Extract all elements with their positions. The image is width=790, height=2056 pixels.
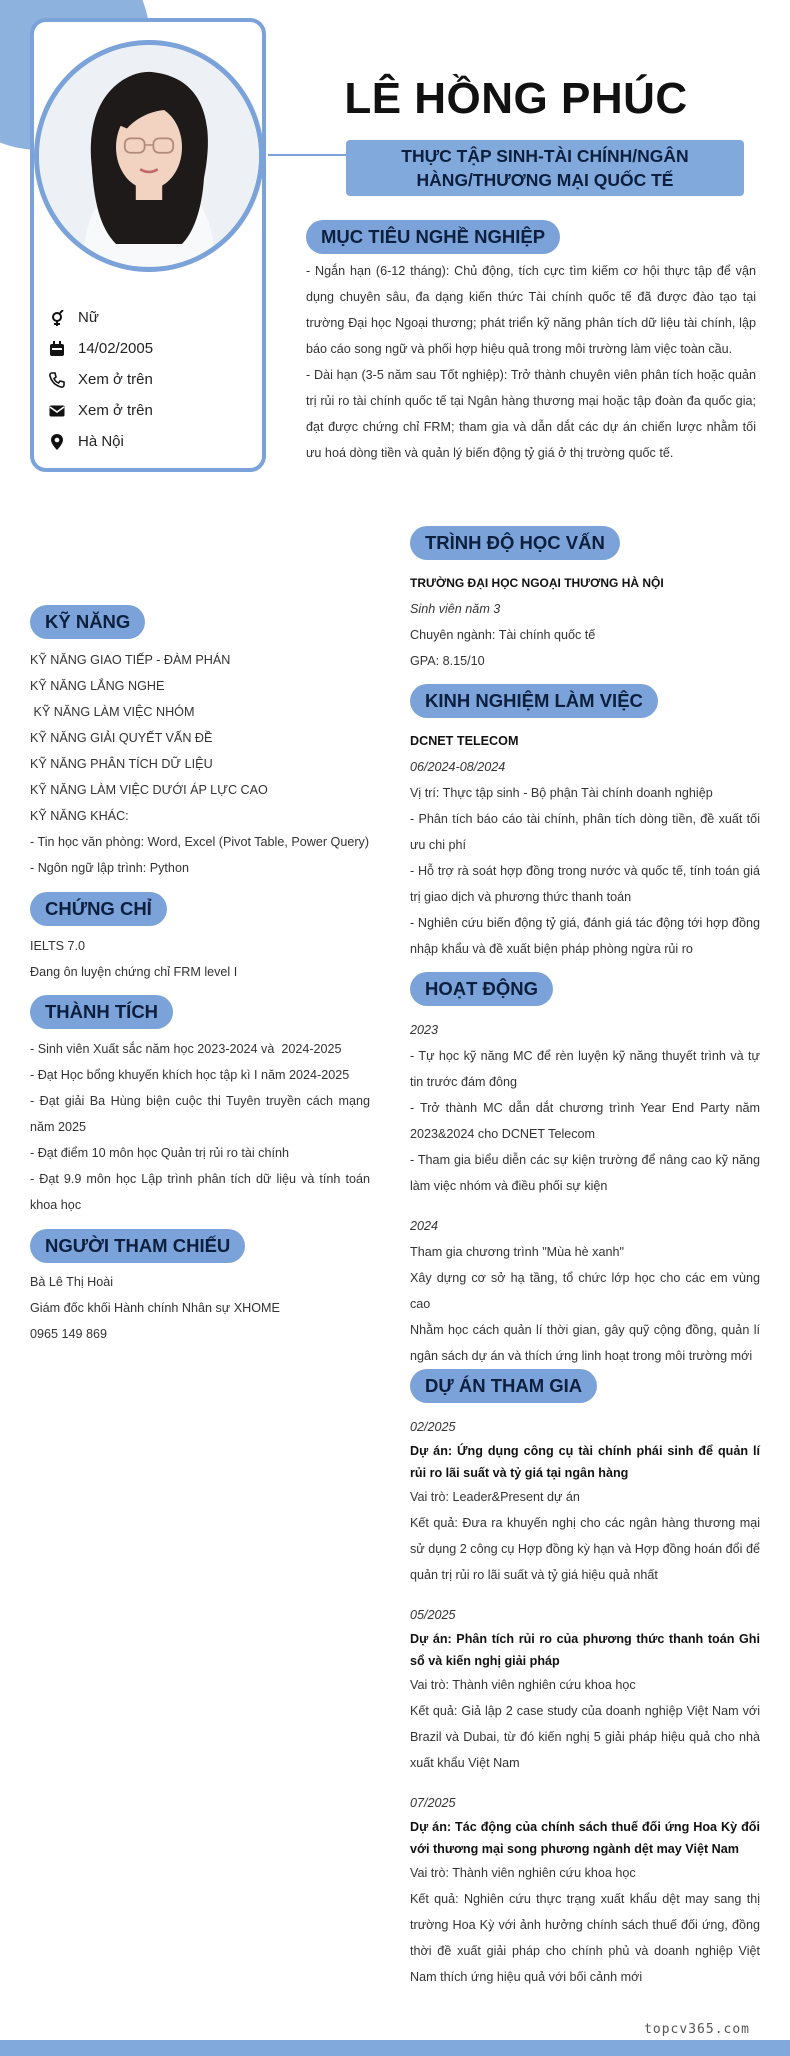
experience-bullet: - Hỗ trợ rà soát hợp đồng trong nước và quốc tế, tính toán giá trị giao dịch và phương thức thanh toán: [410, 864, 760, 904]
reference-section: [30, 1269, 375, 1347]
work-period: 06/2024-08/2024: [410, 760, 506, 774]
contact-text: Xem ở trên: [78, 402, 153, 419]
section-heading-education: TRÌNH ĐỘ HỌC VẤN: [410, 526, 620, 560]
skill-item: KỸ NĂNG KHÁC:: [30, 809, 129, 823]
activity-year: 2023: [410, 1023, 439, 1037]
phone-icon: [48, 371, 66, 389]
achievement-item: - Đạt điểm 10 môn học Quản trị rủi ro tài chính: [30, 1146, 289, 1160]
objective-long-term: - Dài hạn (3-5 năm sau Tốt nghiệp): Trở thành chuyên viên phân tích hoặc quản trị rủi ro tài chính quốc tế tại Ngân hàng thương mại hoặc tập đoàn đa quốc gia; đạt được chứng chỉ FRM; tham gia và dẫn dắt các dự án chiến lược nhằm tối ưu hoá dòng tiền và quản lý biến động tỷ giá ở thị trường quốc tế.: [306, 368, 756, 460]
gpa: GPA: 8.15/10: [410, 654, 485, 668]
skill-item: KỸ NĂNG LÀM VIỆC DƯỚI ÁP LỰC CAO: [30, 783, 268, 797]
projects-heading-wrap: [410, 1369, 597, 1403]
achievement-item: - Đạt giải Ba Hùng biện cuộc thi Tuyên truyền cách mạng năm 2025: [30, 1094, 370, 1134]
project-date: 02/2025: [410, 1420, 456, 1434]
education-heading-wrap: [410, 526, 620, 560]
job-title-line: HÀNG/THƯƠNG MẠI QUỐC TẾ: [416, 170, 674, 190]
section-heading-achievements: THÀNH TÍCH: [30, 995, 173, 1029]
project-result: Kết quả: Đưa ra khuyến nghị cho các ngân hàng thương mại sử dụng 2 công cụ Hợp đồng kỳ hạn và Hợp đồng hoán đổi để quản trị rủi ro lãi suất và tỷ giá hiệu quả nhất: [410, 1516, 760, 1582]
contact-gender: [48, 302, 248, 333]
contact-text: Hà Nội: [78, 433, 124, 450]
project-role: Vai trò: Thành viên nghiên cứu khoa học: [410, 1866, 636, 1880]
contact-text: 14/02/2005: [78, 340, 154, 357]
activity-item: - Tự học kỹ năng MC để rèn luyện kỹ năng thuyết trình và tự tin trước đám đông: [410, 1049, 760, 1089]
reference-heading-wrap: [30, 1229, 245, 1263]
title-connector-line: [268, 154, 346, 156]
project-item: [410, 1414, 760, 1588]
objective-short-term: - Ngắn hạn (6-12 tháng): Chủ động, tích cực tìm kiếm cơ hội thực tập để vận dụng chuyên sâu, đa dạng kiến thức Tài chính quốc tế đã được đào tạo tại trường Đại học Ngoại thương; phát triển kỹ năng phân tích dữ liệu tài chính, lập báo cáo song ngữ và phối hợp hiệu quả trong môi trường làm việc toàn cầu.: [306, 264, 756, 356]
certificates-heading-wrap: [30, 892, 167, 926]
skill-item: KỸ NĂNG LÀM VIỆC NHÓM: [30, 705, 195, 719]
project-title: Dự án: Phân tích rủi ro của phương thức thanh toán Ghi sổ và kiến nghị giải pháp: [410, 1632, 760, 1668]
candidate-name: LÊ HỒNG PHÚC: [344, 74, 688, 123]
section-heading-experience: KINH NGHIỆM LÀM VIỆC: [410, 684, 658, 718]
job-title-line: THỰC TẬP SINH-TÀI CHÍNH/NGÂN: [401, 146, 689, 166]
section-heading-reference: NGƯỜI THAM CHIẾU: [30, 1229, 245, 1263]
achievement-item: - Sinh viên Xuất sắc năm học 2023-2024 và 2024-2025: [30, 1042, 342, 1056]
location-icon: [48, 433, 66, 451]
project-date: 05/2025: [410, 1608, 456, 1622]
work-role: Vị trí: Thực tập sinh - Bộ phận Tài chính doanh nghiệp: [410, 786, 713, 800]
achievements-section: [30, 1036, 370, 1218]
activity-item: - Tham gia biểu diễn các sự kiện trường để nâng cao kỹ năng làm việc nhóm và điều phối sự kiện: [410, 1153, 760, 1193]
project-title: Dự án: Ứng dụng công cụ tài chính phái sinh để quản lí rủi ro lãi suất và tỷ giá tại ngân hàng: [410, 1444, 760, 1480]
project-result: Kết quả: Nghiên cứu thực trạng xuất khẩu dệt may sang thị trường Hoa Kỳ với ảnh hưởng chính sách thuế đối ứng, đồng thời đề xuất giải pháp cho chính phủ và doanh nghiệp Việt Nam thích ứng hiệu quả với bối cảnh mới: [410, 1892, 760, 1984]
reference-name: Bà Lê Thị Hoài: [30, 1275, 114, 1289]
footer-bar: [0, 2040, 790, 2056]
activity-year: 2024: [410, 1219, 439, 1233]
section-heading-objective: MỤC TIÊU NGHỀ NGHIỆP: [306, 220, 560, 254]
experience-heading-wrap: [410, 684, 658, 718]
brand-watermark: topcv365.com: [644, 2022, 750, 2037]
contact-text: Nữ: [78, 309, 99, 326]
project-result: Kết quả: Giả lập 2 case study của doanh nghiệp Việt Nam với Brazil và Dubai, từ đó kiến nghị 5 giải pháp hiệu quả cho nhà xuất khẩu Việt Nam: [410, 1704, 760, 1770]
certificate-item: Đang ôn luyện chứng chỉ FRM level I: [30, 965, 238, 979]
activity-item: - Trở thành MC dẫn dắt chương trình Year End Party năm 2023&2024 cho DCNET Telecom: [410, 1101, 760, 1141]
section-heading-projects: DỰ ÁN THAM GIA: [410, 1369, 597, 1403]
certificate-item: IELTS 7.0: [30, 939, 86, 953]
activity-item: Xây dựng cơ sở hạ tầng, tổ chức lớp học cho các em vùng cao: [410, 1271, 760, 1311]
contact-phone: [48, 364, 248, 395]
project-role: Vai trò: Leader&Present dự án: [410, 1490, 580, 1504]
project-item: [410, 1602, 760, 1776]
experience-section: [410, 728, 760, 962]
company-name: DCNET TELECOM: [410, 734, 519, 748]
gender-icon: [48, 309, 66, 327]
contact-text: Xem ở trên: [78, 371, 153, 388]
achievements-heading-wrap: [30, 995, 173, 1029]
activity-item: Tham gia chương trình "Mùa hè xanh": [410, 1245, 624, 1259]
skill-item: KỸ NĂNG LẮNG NGHE: [30, 679, 165, 693]
portrait-image: [39, 45, 259, 267]
reference-phone: 0965 149 869: [30, 1327, 108, 1341]
skill-item: - Tin học văn phòng: Word, Excel (Pivot Table, Power Query): [30, 835, 370, 849]
certificates-section: [30, 933, 375, 985]
contact-birthday: [48, 333, 248, 364]
section-heading-skills: KỸ NĂNG: [30, 605, 145, 639]
skill-item: KỸ NĂNG GIẢI QUYẾT VẤN ĐỀ: [30, 731, 213, 745]
skill-item: - Ngôn ngữ lập trình: Python: [30, 861, 189, 875]
activity-item: Nhằm học cách quản lí thời gian, gây quỹ cộng đồng, quản lí ngân sách dự án và thích ứng linh hoạt trong môi trường mới: [410, 1323, 760, 1363]
project-title: Dự án: Tác động của chính sách thuế đối ứng Hoa Kỳ đối với thương mại song phương ngành dệt may Việt Nam: [410, 1820, 760, 1856]
contact-location: [48, 426, 248, 457]
project-item: [410, 1790, 760, 1990]
objective-heading-wrap: [306, 220, 560, 254]
job-title: [346, 140, 744, 196]
section-heading-certificates: CHỨNG CHỈ: [30, 892, 167, 926]
skills-heading-wrap: [30, 605, 145, 639]
experience-bullet: - Phân tích báo cáo tài chính, phân tích dòng tiền, đề xuất tối ưu chi phí: [410, 812, 760, 852]
mail-icon: [48, 402, 66, 420]
skills-section: [30, 647, 375, 881]
major: Chuyên ngành: Tài chính quốc tế: [410, 628, 596, 642]
contact-list: [48, 302, 248, 457]
project-role: Vai trò: Thành viên nghiên cứu khoa học: [410, 1678, 636, 1692]
achievement-item: - Đạt 9.9 môn học Lập trình phân tích dữ liệu và tính toán khoa học: [30, 1172, 370, 1212]
study-year: Sinh viên năm 3: [410, 602, 501, 616]
reference-position: Giám đốc khối Hành chính Nhân sự XHOME: [30, 1301, 280, 1315]
education-section: [410, 570, 760, 674]
experience-bullet: - Nghiên cứu biến động tỷ giá, đánh giá tác động tới hợp đồng nhập khẩu và đề xuất biện pháp phòng ngừa rủi ro: [410, 916, 760, 956]
projects-section: [410, 1414, 760, 1990]
school-name: TRƯỜNG ĐẠI HỌC NGOẠI THƯƠNG HÀ NỘI: [410, 576, 664, 590]
skill-item: KỸ NĂNG PHÂN TÍCH DỮ LIỆU: [30, 757, 213, 771]
objective-section: [306, 258, 756, 466]
activities-section: [410, 1017, 760, 1369]
profile-photo: [34, 40, 264, 272]
achievement-item: - Đạt Học bổng khuyến khích học tập kì I năm 2024-2025: [30, 1068, 350, 1082]
skill-item: KỸ NĂNG GIAO TIẾP - ĐÀM PHÁN: [30, 653, 231, 667]
section-heading-activities: HOẠT ĐỘNG: [410, 972, 553, 1006]
project-date: 07/2025: [410, 1796, 456, 1810]
activities-heading-wrap: [410, 972, 553, 1006]
contact-email: [48, 395, 248, 426]
calendar-icon: [48, 340, 66, 358]
